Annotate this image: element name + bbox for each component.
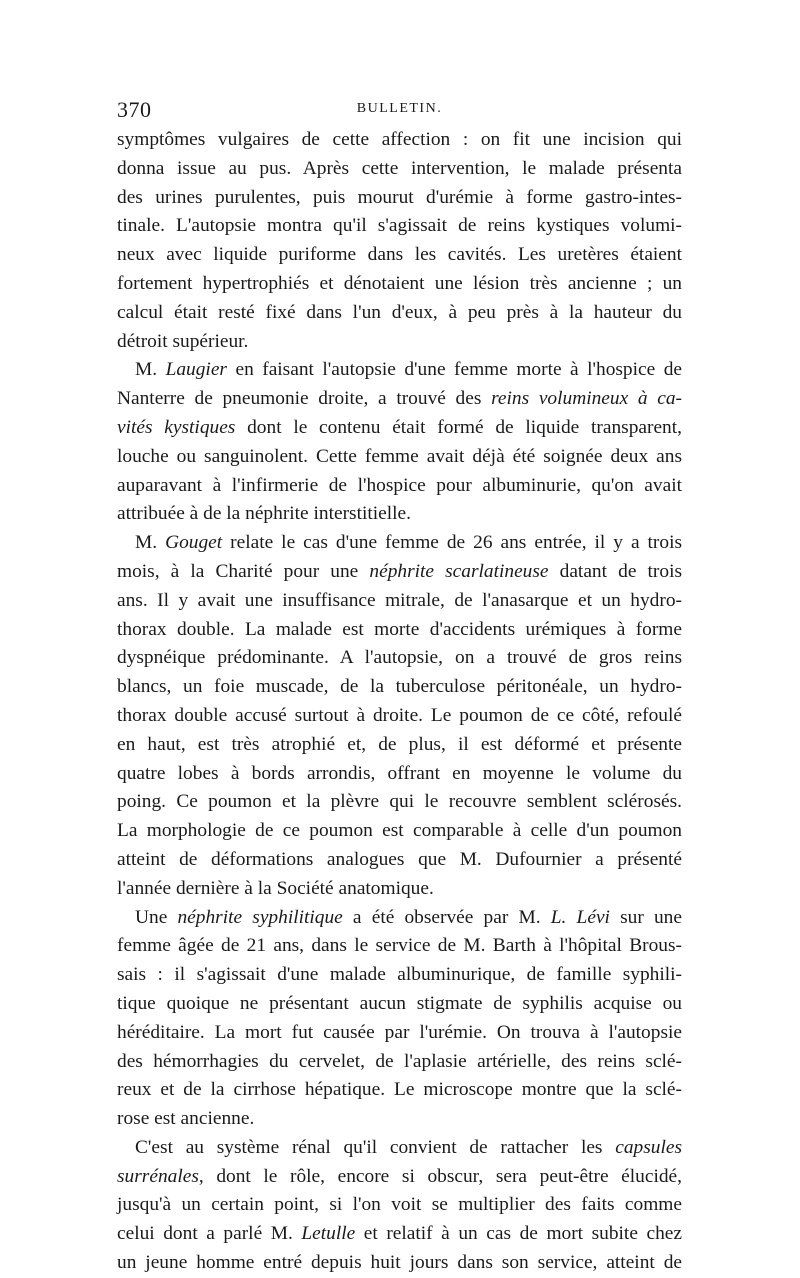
italic-text: surrénales bbox=[117, 1165, 199, 1187]
italic-text: Laugier bbox=[165, 359, 227, 381]
text-line bbox=[117, 587, 682, 616]
text-line bbox=[117, 241, 682, 270]
text-segment: sur une bbox=[609, 906, 682, 928]
text-line bbox=[117, 500, 682, 529]
text-line bbox=[117, 904, 682, 933]
text-segment: thorax double. La malade est morte d'accidents urémiques à forme bbox=[117, 618, 682, 640]
text-segment: mois, à la Charité pour une bbox=[117, 560, 370, 582]
italic-text: néphrite scarlatineuse bbox=[369, 560, 549, 582]
text-segment: datant de trois bbox=[548, 560, 682, 582]
text-segment: , dont le rôle, encore si obscur, sera peut-être élucidé, bbox=[198, 1165, 682, 1187]
text-line bbox=[117, 328, 682, 357]
italic-text: Letulle bbox=[301, 1223, 356, 1245]
text-line bbox=[117, 1163, 682, 1192]
text-segment: l'année dernière à la Société anatomique. bbox=[117, 877, 434, 899]
text-segment: fortement hypertrophiés et dénotaient une lésion très ancienne ; un bbox=[117, 272, 682, 294]
text-line bbox=[117, 299, 682, 328]
text-segment: auparavant à l'infirmerie de l'hospice pour albuminurie, qu'on avait bbox=[117, 474, 682, 496]
text-line bbox=[117, 414, 682, 443]
text-segment: blancs, un foie muscade, de la tuberculose péritonéale, un hydro- bbox=[117, 676, 682, 698]
text-segment: et relatif à un cas de mort subite chez bbox=[355, 1223, 682, 1245]
text-line bbox=[117, 702, 682, 731]
text-segment: dyspnéique prédominante. A l'autopsie, on a trouvé de gros reins bbox=[117, 647, 682, 669]
italic-text: néphrite syphilitique bbox=[177, 906, 343, 928]
text-line bbox=[117, 1134, 682, 1163]
text-segment: symptômes vulgaires de cette affection : on fit une incision qui bbox=[117, 129, 682, 150]
text-segment: jusqu'à un certain point, si l'on voit se multiplier des faits comme bbox=[117, 1194, 682, 1216]
text-segment: héréditaire. La mort fut causée par l'urémie. On trouva à l'autopsie bbox=[117, 1021, 682, 1043]
text-segment: thorax double accusé surtout à droite. Le poumon de ce côté, refoulé bbox=[117, 704, 682, 726]
text-line bbox=[117, 1249, 682, 1278]
italic-text: L. Lévi bbox=[550, 906, 610, 928]
text-segment: Nanterre de pneumonie droite, a trouvé des bbox=[117, 388, 492, 410]
text-line bbox=[117, 443, 682, 472]
text-line bbox=[117, 1105, 682, 1134]
text-segment: C'est au système rénal qu'il convient de rattacher les bbox=[135, 1136, 616, 1158]
text-segment: calcul était resté fixé dans l'un d'eux, à peu près à la hauteur du bbox=[117, 301, 682, 323]
text-segment: La morphologie de ce poumon est comparable à celle d'un poumon bbox=[117, 820, 682, 842]
text-segment: tique quoique ne présentant aucun stigmate de syphilis acquise ou bbox=[117, 992, 682, 1014]
text-line bbox=[117, 817, 682, 846]
page-header bbox=[117, 97, 682, 123]
text-line bbox=[117, 731, 682, 760]
text-segment: M. bbox=[135, 359, 166, 381]
text-line bbox=[117, 385, 682, 414]
text-line bbox=[117, 932, 682, 961]
text-line bbox=[117, 875, 682, 904]
text-segment: sais : il s'agissait d'une malade albuminurique, de famille syphili- bbox=[117, 964, 682, 986]
running-head: BULLETIN. bbox=[356, 101, 443, 116]
text-line bbox=[117, 356, 682, 385]
text-line bbox=[117, 788, 682, 817]
text-segment: atteint de déformations analogues que M. Dufournier a présenté bbox=[117, 848, 682, 870]
text-line bbox=[117, 1048, 682, 1077]
text-line bbox=[117, 529, 682, 558]
text-segment: un jeune homme entré depuis huit jours dans son service, atteint de bbox=[117, 1252, 682, 1274]
text-segment: dont le contenu était formé de liquide transparent, bbox=[235, 416, 682, 438]
text-segment: des urines purulentes, puis mourut d'urémie à forme gastro-intes- bbox=[117, 186, 682, 208]
text-segment: a été observée par M. bbox=[342, 906, 551, 928]
text-line bbox=[117, 961, 682, 990]
text-segment: poing. Ce poumon et la plèvre qui le recouvre semblent sclérosés. bbox=[117, 791, 682, 813]
text-line bbox=[117, 673, 682, 702]
text-segment: des hémorrhagies du cervelet, de l'aplasie artérielle, des reins sclé- bbox=[117, 1050, 682, 1072]
text-segment: donna issue au pus. Après cette intervention, le malade présenta bbox=[117, 157, 682, 179]
text-line bbox=[117, 472, 682, 501]
text-line bbox=[117, 644, 682, 673]
text-segment: relate le cas d'une femme de 26 ans entrée, il y a trois bbox=[222, 532, 682, 554]
italic-text: capsules bbox=[615, 1136, 682, 1158]
text-line bbox=[117, 990, 682, 1019]
text-line bbox=[117, 616, 682, 645]
italic-text: reins volumineux à ca- bbox=[491, 388, 682, 410]
text-line bbox=[117, 558, 682, 587]
body-text bbox=[117, 126, 682, 1278]
italic-text: vités kystiques bbox=[117, 416, 236, 438]
text-segment: quatre lobes à bords arrondis, offrant en moyenne le volume du bbox=[117, 762, 682, 784]
text-line bbox=[117, 270, 682, 299]
text-segment: reux et de la cirrhose hépatique. Le microscope montre que la sclé- bbox=[117, 1079, 682, 1101]
text-segment: ans. Il y avait une insuffisance mitrale, de l'anasarque et un hydro- bbox=[117, 589, 682, 611]
text-segment: Une bbox=[135, 906, 178, 928]
page-number: 370 bbox=[117, 97, 152, 122]
text-line bbox=[117, 1191, 682, 1220]
text-segment: détroit supérieur. bbox=[117, 330, 249, 352]
text-segment: tinale. L'autopsie montra qu'il s'agissait de reins kystiques volumi- bbox=[117, 215, 682, 237]
text-segment: en haut, est très atrophié et, de plus, il est déformé et présente bbox=[117, 733, 682, 755]
text-segment: neux avec liquide puriforme dans les cavités. Les uretères étaient bbox=[117, 244, 682, 266]
text-line bbox=[117, 1019, 682, 1048]
italic-text: Gouget bbox=[165, 532, 223, 554]
text-segment: en faisant l'autopsie d'une femme morte à l'hospice de bbox=[226, 359, 682, 381]
text-line bbox=[117, 212, 682, 241]
text-line bbox=[117, 184, 682, 213]
text-line bbox=[117, 155, 682, 184]
text-segment: M. bbox=[135, 532, 166, 554]
text-line bbox=[117, 1076, 682, 1105]
text-segment: attribuée à de la néphrite interstitielle. bbox=[117, 503, 411, 525]
text-line bbox=[117, 760, 682, 789]
text-segment: louche ou sanguinolent. Cette femme avait déjà été soignée deux ans bbox=[117, 445, 682, 467]
text-segment: celui dont a parlé M. bbox=[117, 1223, 302, 1245]
text-line bbox=[117, 126, 682, 155]
text-segment: femme âgée de 21 ans, dans le service de M. Barth à l'hôpital Brous- bbox=[117, 935, 682, 957]
text-line bbox=[117, 1220, 682, 1249]
text-segment: rose est ancienne. bbox=[117, 1108, 255, 1130]
text-line bbox=[117, 846, 682, 875]
